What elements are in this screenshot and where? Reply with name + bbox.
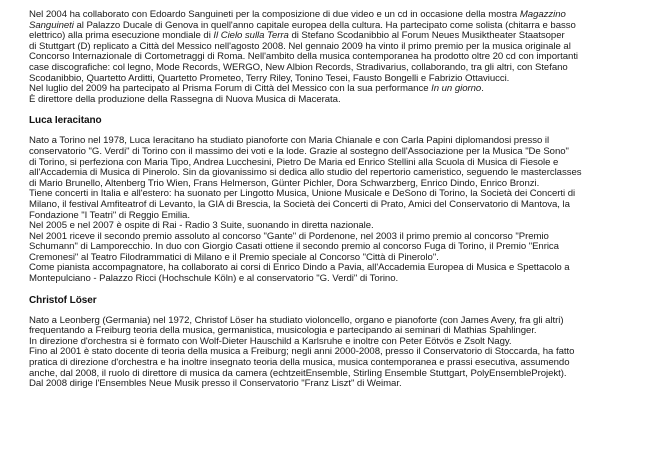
- text-line: Nel 2004 ha collaborato con Edoardo Sanguineti per la composizione di due video e un cd in occasione della mostra Magazzino: [29, 9, 566, 20]
- text-line: frequentando a Freiburg teoria della musica, germanistica, musicologia e partecipando ai seminari di Mathias Spahlinger.: [29, 325, 537, 337]
- text-line: Montepulciano - Palazzo Ricci (Hochschule Köln) e al conservatorio "G. Verdi" di Torino.: [29, 273, 399, 285]
- text-line: anche, dal 2008, il ruolo di direttore di musica da camera (echtzeitEnsemble, Stirling Ensemble Stuttgart, PolyEnsembleProjekt).: [29, 367, 567, 379]
- section-spacer: [29, 105, 649, 115]
- text-line: elettrico) alla prima esecuzione mondiale di Il Cielo sulla Terra di Stefano Scodanibbio al Forum Neues Musiktheater Staatsoper: [29, 30, 565, 42]
- section-ieracitano: [29, 115, 649, 284]
- text-line: Sanguineti al Palazzo Ducale di Genova in quell'anno capitale europea della cultura. Ha partecipato come solista (chitarra e basso: [29, 19, 576, 31]
- text-line: Fondazione "I Teatri" di Reggio Emilia.: [29, 209, 190, 221]
- text-line: È direttore della produzione della Rassegna di Nuova Musica di Macerata.: [29, 93, 341, 105]
- text-line: In direzione d'orchestra si è formato con Wolf-Dieter Hauschild a Karlsruhe e inoltre con Peter Eötvös e Zsolt Nagy.: [29, 335, 512, 347]
- text-line: Concorso Internazionale di Cortometraggi di Roma. Nell'ambito della musica contemporanea ha prodotto oltre 20 cd con importanti: [29, 51, 579, 63]
- text-line: Nel 2001 riceve il secondo premio assoluto al concorso "Gante" di Pordenone, nel 2003 il primo premio al concorso "Premio: [29, 230, 549, 242]
- document-page: [29, 10, 649, 390]
- text-line: all'Accademia di Musica di Pinerolo. Sin da giovanissimo si dedica allo studio del repertorio cameristico, seguendo le masterclasses: [29, 167, 582, 179]
- intro-paragraph: [29, 10, 649, 105]
- text-line: Nel 2005 e nel 2007 è ospite di Rai - Radio 3 Suite, suonando in diretta nazionale.: [29, 220, 374, 232]
- section-spacer: [29, 285, 649, 295]
- text-line: Nel luglio del 2009 ha partecipato al Prisma Forum di Città del Messico con la sua performance In un giorno.: [29, 83, 484, 95]
- section-loser: [29, 295, 649, 390]
- text-line: Come pianista accompagnatore, ha collaborato ai corsi di Enrico Dindo a Pavia, all'Accademia Europea di Musica e Spettacolo a: [29, 262, 570, 274]
- section-heading: Christof Löser: [29, 294, 97, 306]
- performance-title: In un giorno: [431, 83, 482, 95]
- text-line: Cremonesi" al Teatro Filodrammatici di Milano e il Premio speciale al Concorso "Città di Pinerolo".: [29, 251, 439, 263]
- text-line: Scodanibbio, Quartetto Arditti, Quartetto Prometeo, Terry Riley, Tonino Tesei, Fausto Bongelli e Fabrizio Ottaviucci.: [29, 72, 510, 84]
- text-line: Nato a Torino nel 1978, Luca Ieracitano ha studiato pianoforte con Maria Chianale e con Carla Papini diplomandosi presso il: [29, 135, 550, 147]
- text-line: di Stuttgart (D) replicato a Città del Messico nell'agosto 2008. Nel gennaio 2009 ha vinto il primo premio per la musica originale al: [29, 40, 571, 52]
- text-line: case discografiche: col legno, Mode Records, WERGO, New Albion Records, Stradivarius, collaborando, tra gli altri, con Stefano: [29, 61, 568, 73]
- work-title: Il Cielo sulla Terra: [213, 30, 289, 42]
- exhibition-title: Magazzino: [519, 9, 566, 20]
- exhibition-title-cont: Sanguineti: [29, 19, 74, 31]
- text-line: conservatorio "G. Verdi" di Torino con il massimo dei voti e la lode. Grazie al sostegno dell'Associazione per la Musica "De Sono": [29, 145, 569, 157]
- text-line: Tiene concerti in Italia e all'estero: ha suonato per Lingotto Musica, Unione Musicale e DeSono di Torino, la Società dei Concerti di: [29, 188, 576, 200]
- text-line: Fino al 2001 è stato docente di teoria della musica a Freiburg; negli anni 2000-2008, presso il Conservatorio di Stoccarda, ha fatto: [29, 346, 575, 358]
- section-heading: Luca Ieracitano: [29, 115, 102, 127]
- text-line: Schumann" di Lamporecchio. In duo con Giorgio Casati ottiene il secondo premio al concorso Fuga di Torino, il Premio "Enrica: [29, 241, 559, 253]
- text-line: pratica di direzione d'orchestra e ha inoltre insegnato teoria della musica, musica contemporanea e prassi esecutiva, assumendo: [29, 357, 570, 369]
- text-line: di Mario Brunello, Altenberg Trio Wien, Frans Helmerson, Günter Pichler, Dora Schwarzberg, Enrico Dindo, Enrico Bronzi.: [29, 177, 540, 189]
- text-line: di Torino, si perfeziona con Maria Tipo, Andrea Lucchesini, Pietro De Maria ed Enrico Stellini alla Scuola di Musica di Fiesole e: [29, 156, 559, 168]
- text-line: Milano, il festival Amfiteatrof di Levanto, la GIA di Brescia, la Società dei Concerti di Prato, Amici del Conservatorio di Mantova, la: [29, 198, 570, 210]
- text-line: Dal 2008 dirige l'Ensembles Neue Musik presso il Conservatorio "Franz Liszt" di Weimar.: [29, 378, 402, 390]
- text-line: Nato a Leonberg (Germania) nel 1972, Christof Löser ha studiato violoncello, organo e pianoforte (con James Avery, fra gli altri): [29, 314, 564, 326]
